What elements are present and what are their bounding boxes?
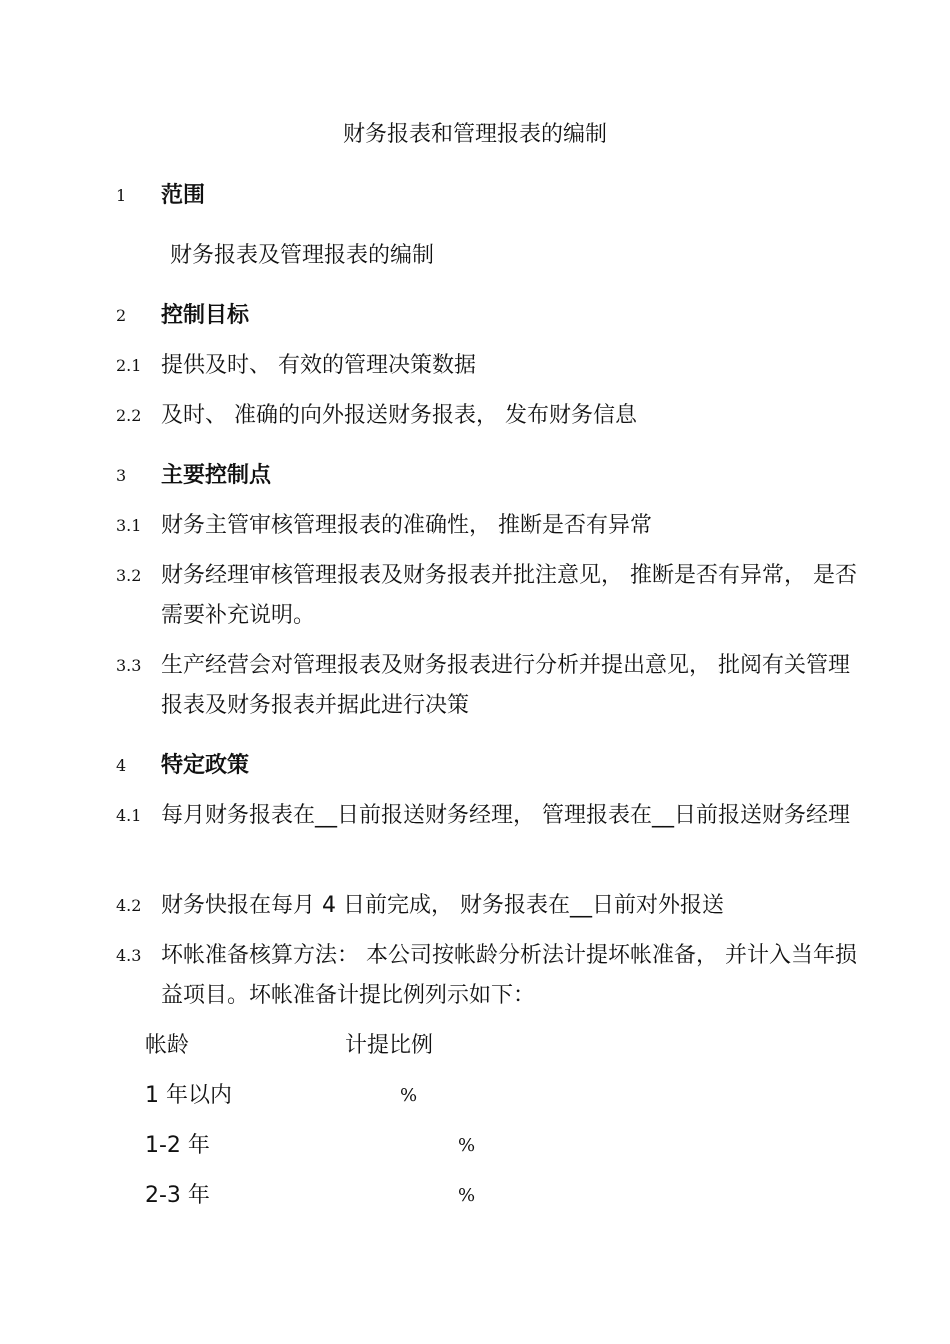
- section-4-title: 特定政策: [161, 753, 250, 778]
- item-3-3-number: 3.3: [116, 656, 142, 675]
- item-2-2-text: 及时、 准确的向外报送财务报表， 发布财务信息: [161, 403, 637, 428]
- document-title: 财务报表和管理报表的编制: [342, 122, 607, 147]
- item-2-1-number: 2.1: [116, 356, 142, 375]
- item-4-2-number: 4.2: [116, 896, 142, 915]
- item-4-1-text: 每月财务报表在__日前报送财务经理， 管理报表在__日前报送财务经理: [161, 803, 850, 828]
- section-1-body: 财务报表及管理报表的编制: [170, 243, 435, 268]
- item-2-2-number: 2.2: [116, 406, 142, 425]
- section-3-number: 3: [116, 466, 127, 485]
- item-2-1-text: 提供及时、 有效的管理决策数据: [161, 353, 476, 378]
- item-3-1-number: 3.1: [116, 516, 142, 535]
- table-header-age: 帐龄: [145, 1033, 190, 1058]
- table-row-1-age: 1 年以内: [145, 1083, 232, 1108]
- table-row-3-age: 2-3 年: [145, 1183, 210, 1208]
- item-4-1-number: 4.1: [116, 806, 142, 825]
- item-3-3-text: 生产经营会对管理报表及财务报表进行分析并提出意见， 批阅有关管理报表及财务报表并据此进行决策: [161, 653, 850, 718]
- item-3-1-text: 财务主管审核管理报表的准确性， 推断是否有异常: [161, 513, 652, 538]
- section-4-number: 4: [116, 756, 127, 775]
- table-row-3-ratio: %: [458, 1185, 476, 1206]
- item-4-3-text: 坏帐准备核算方法： 本公司按帐龄分析法计提坏帐准备， 并计入当年损益项目。坏帐准备计提比例列示如下：: [161, 943, 857, 1008]
- item-4-3-number: 4.3: [116, 946, 142, 965]
- section-1-number: 1: [116, 186, 127, 205]
- table-row-2-ratio: %: [458, 1135, 476, 1156]
- table-row-1-ratio: %: [400, 1085, 418, 1106]
- section-2-title: 控制目标: [161, 303, 250, 328]
- item-3-2-text: 财务经理审核管理报表及财务报表并批注意见， 推断是否有异常， 是否需要补充说明。: [161, 563, 857, 628]
- item-3-2-number: 3.2: [116, 566, 142, 585]
- item-4-2-text: 财务快报在每月 4 日前完成， 财务报表在__日前对外报送: [161, 893, 724, 918]
- section-2-number: 2: [116, 306, 127, 325]
- table-row-2-age: 1-2 年: [145, 1133, 210, 1158]
- section-3-title: 主要控制点: [161, 463, 272, 488]
- section-1-title: 范围: [161, 183, 206, 208]
- table-header-ratio: 计提比例: [345, 1033, 434, 1058]
